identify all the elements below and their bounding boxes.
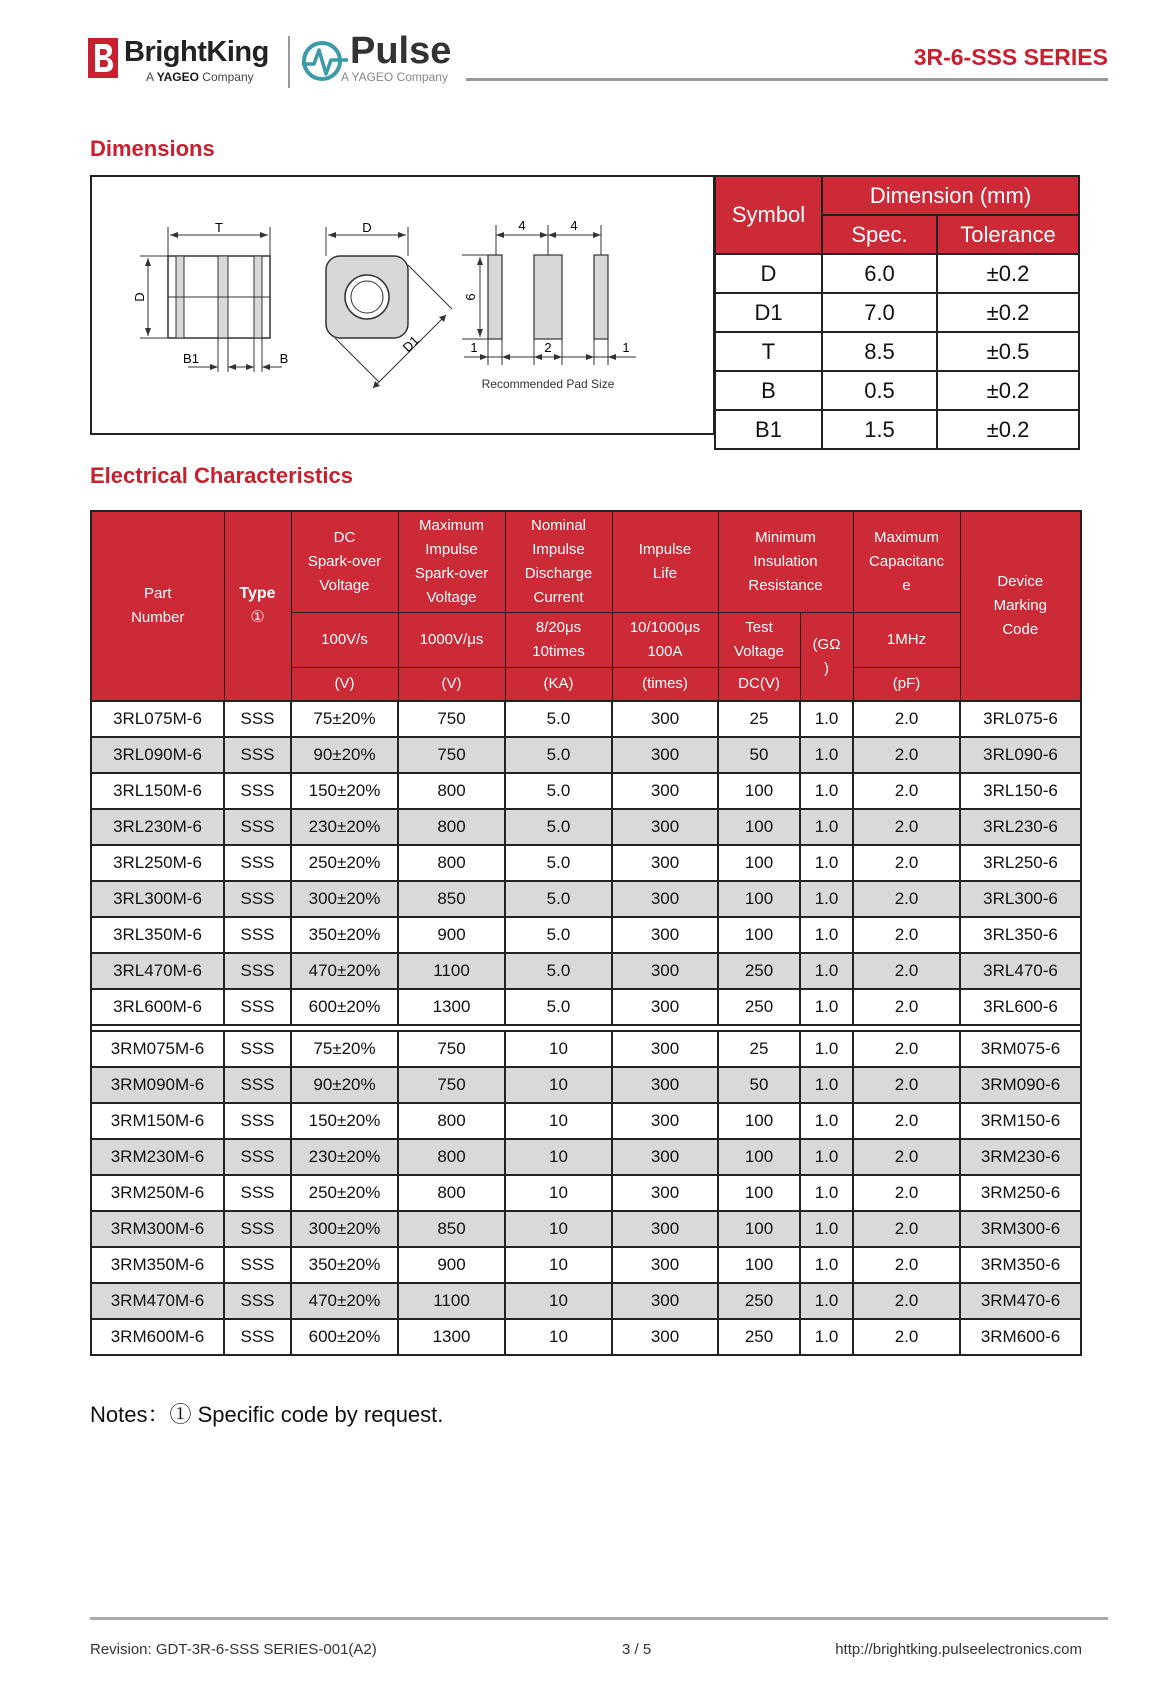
cell-tv: 100 <box>718 881 800 917</box>
cell-tv: 50 <box>718 737 800 773</box>
table-row <box>91 1319 1081 1355</box>
cell-mark: 3RL250-6 <box>960 845 1081 881</box>
cell-ins: 1.0 <box>800 881 853 917</box>
cell-life: 300 <box>612 881 718 917</box>
nominal-unit: (KA) <box>505 668 612 702</box>
cell-cap: 2.0 <box>853 773 960 809</box>
cell-imp: 1100 <box>398 1283 505 1319</box>
cell-dc: 470±20% <box>291 953 398 989</box>
cell-nom: 5.0 <box>505 881 612 917</box>
cell-ins: 1.0 <box>800 845 853 881</box>
dimension-cell-tol: ±0.2 <box>937 371 1079 410</box>
cell-dc: 75±20% <box>291 701 398 737</box>
cell-dc: 150±20% <box>291 1103 398 1139</box>
cell-nom: 10 <box>505 1139 612 1175</box>
dimension-row <box>715 371 1079 410</box>
cell-nom: 10 <box>505 1067 612 1103</box>
dimensions-title: Dimensions <box>90 136 215 161</box>
test-voltage-unit: DC(V) <box>718 668 800 702</box>
cell-nom: 10 <box>505 1031 612 1067</box>
cell-tv: 250 <box>718 1283 800 1319</box>
cell-life: 300 <box>612 1103 718 1139</box>
cell-mark: 3RM470-6 <box>960 1283 1081 1319</box>
cell-part: 3RM300M-6 <box>91 1211 224 1247</box>
dc-spark-header: DC Spark-over Voltage <box>291 511 398 613</box>
cell-type: SSS <box>224 881 291 917</box>
cell-ins: 1.0 <box>800 737 853 773</box>
cell-ins: 1.0 <box>800 809 853 845</box>
cell-life: 300 <box>612 1139 718 1175</box>
cell-type: SSS <box>224 1175 291 1211</box>
cell-part: 3RM230M-6 <box>91 1139 224 1175</box>
cell-tv: 250 <box>718 989 800 1025</box>
cell-part: 3RL350M-6 <box>91 917 224 953</box>
cell-ins: 1.0 <box>800 1247 853 1283</box>
dc-spark-unit: (V) <box>291 668 398 702</box>
cell-cap: 2.0 <box>853 701 960 737</box>
cell-ins: 1.0 <box>800 1175 853 1211</box>
cell-type: SSS <box>224 953 291 989</box>
footer-revision: Revision: GDT-3R-6-SSS SERIES-001(A2) <box>90 1641 377 1658</box>
cell-type: SSS <box>224 917 291 953</box>
dimension-cell-tol: ±0.2 <box>937 410 1079 449</box>
cell-life: 300 <box>612 1283 718 1319</box>
table-row <box>91 989 1081 1025</box>
cell-cap: 2.0 <box>853 809 960 845</box>
pad-label-6: 6 <box>463 293 478 301</box>
cell-nom: 5.0 <box>505 737 612 773</box>
cell-life: 300 <box>612 737 718 773</box>
notes: Notes：① Specific code by request. <box>90 1402 444 1427</box>
cell-imp: 850 <box>398 1211 505 1247</box>
cell-imp: 1300 <box>398 989 505 1025</box>
max-impulse-unit: (V) <box>398 668 505 702</box>
footer-page-number: 3 / 5 <box>622 1641 652 1658</box>
cell-type: SSS <box>224 989 291 1025</box>
cell-dc: 350±20% <box>291 1247 398 1283</box>
cell-imp: 750 <box>398 737 505 773</box>
cell-dc: 250±20% <box>291 1175 398 1211</box>
cell-type: SSS <box>224 845 291 881</box>
dimension-cell-symbol: T <box>715 332 822 371</box>
cell-tv: 100 <box>718 845 800 881</box>
cell-mark: 3RL350-6 <box>960 917 1081 953</box>
cell-cap: 2.0 <box>853 1175 960 1211</box>
cell-mark: 3RL090-6 <box>960 737 1081 773</box>
footer-url: http://brightking.pulseelectronics.com <box>835 1641 1082 1658</box>
cell-type: SSS <box>224 809 291 845</box>
dimension-row <box>715 293 1079 332</box>
cell-part: 3RM150M-6 <box>91 1103 224 1139</box>
cell-cap: 2.0 <box>853 1319 960 1355</box>
cell-imp: 800 <box>398 773 505 809</box>
table-row <box>91 1247 1081 1283</box>
cell-imp: 850 <box>398 881 505 917</box>
cell-life: 300 <box>612 1319 718 1355</box>
table-row <box>91 1139 1081 1175</box>
cell-part: 3RL075M-6 <box>91 701 224 737</box>
cell-dc: 600±20% <box>291 1319 398 1355</box>
label-d-side: D <box>132 292 147 302</box>
dimension-drawing-svg <box>92 177 713 433</box>
cell-life: 300 <box>612 773 718 809</box>
cell-nom: 5.0 <box>505 917 612 953</box>
cell-type: SSS <box>224 1031 291 1067</box>
header-rule <box>466 78 1108 81</box>
pad-label-1b: 1 <box>622 340 630 355</box>
cell-part: 3RL600M-6 <box>91 989 224 1025</box>
cell-dc: 150±20% <box>291 773 398 809</box>
cell-nom: 5.0 <box>505 701 612 737</box>
cell-tv: 100 <box>718 809 800 845</box>
cell-cap: 2.0 <box>853 1031 960 1067</box>
cell-type: SSS <box>224 701 291 737</box>
cell-dc: 75±20% <box>291 1031 398 1067</box>
cell-mark: 3RL300-6 <box>960 881 1081 917</box>
type-note-icon: ① <box>250 609 265 626</box>
brand2-name: Pulse <box>350 30 452 72</box>
marking-header: Device Marking Code <box>960 511 1081 701</box>
label-d1: D1 <box>399 332 422 355</box>
cell-cap: 2.0 <box>853 881 960 917</box>
cell-nom: 10 <box>505 1247 612 1283</box>
cell-nom: 10 <box>505 1175 612 1211</box>
cell-part: 3RM075M-6 <box>91 1031 224 1067</box>
spec-header: Spec. <box>822 215 937 254</box>
cell-cap: 2.0 <box>853 1283 960 1319</box>
cell-mark: 3RM350-6 <box>960 1247 1081 1283</box>
cell-ins: 1.0 <box>800 1283 853 1319</box>
cell-part: 3RM350M-6 <box>91 1247 224 1283</box>
label-b: B <box>279 351 289 366</box>
cell-ins: 1.0 <box>800 1067 853 1103</box>
cell-mark: 3RM230-6 <box>960 1139 1081 1175</box>
dimension-table <box>714 175 1080 450</box>
cell-type: SSS <box>224 1211 291 1247</box>
cell-part: 3RM250M-6 <box>91 1175 224 1211</box>
cell-cap: 2.0 <box>853 917 960 953</box>
dimension-row <box>715 410 1079 449</box>
cell-part: 3RL090M-6 <box>91 737 224 773</box>
cell-imp: 800 <box>398 1139 505 1175</box>
cell-ins: 1.0 <box>800 1211 853 1247</box>
pad-caption: Recommended Pad Size <box>481 377 615 391</box>
cell-imp: 1300 <box>398 1319 505 1355</box>
cell-ins: 1.0 <box>800 1319 853 1355</box>
table-row <box>91 773 1081 809</box>
cell-life: 300 <box>612 809 718 845</box>
dimension-cell-tol: ±0.2 <box>937 254 1079 293</box>
cell-mark: 3RM090-6 <box>960 1067 1081 1103</box>
table-row <box>91 737 1081 773</box>
pad-label-1a: 1 <box>470 340 478 355</box>
cell-life: 300 <box>612 1031 718 1067</box>
max-capacitance-cond: 1MHz <box>853 613 960 668</box>
table-row <box>91 701 1081 737</box>
dimension-cell-spec: 0.5 <box>822 371 937 410</box>
cell-dc: 600±20% <box>291 989 398 1025</box>
dimension-cell-symbol: B <box>715 371 822 410</box>
max-capacitance-header: Maximum Capacitanc e <box>853 511 960 613</box>
cell-tv: 100 <box>718 1175 800 1211</box>
cell-type: SSS <box>224 773 291 809</box>
cell-ins: 1.0 <box>800 953 853 989</box>
cell-type: SSS <box>224 1103 291 1139</box>
dimension-cell-tol: ±0.2 <box>937 293 1079 332</box>
cell-dc: 300±20% <box>291 1211 398 1247</box>
cell-type: SSS <box>224 1067 291 1103</box>
test-voltage-header: Test Voltage <box>718 613 800 668</box>
brand1-name: BrightKing <box>124 36 269 68</box>
cell-dc: 230±20% <box>291 809 398 845</box>
part-number-header: Part Number <box>91 511 224 701</box>
label-d: D <box>362 220 372 235</box>
dimension-cell-symbol: D1 <box>715 293 822 332</box>
dimension-cell-spec: 7.0 <box>822 293 937 332</box>
impulse-life-cond: 10/1000μs 100A <box>612 613 718 668</box>
pad-label-4b: 4 <box>570 218 578 233</box>
cell-ins: 1.0 <box>800 1139 853 1175</box>
cell-nom: 10 <box>505 1319 612 1355</box>
cell-dc: 350±20% <box>291 917 398 953</box>
cell-life: 300 <box>612 989 718 1025</box>
cell-tv: 100 <box>718 917 800 953</box>
cell-tv: 25 <box>718 1031 800 1067</box>
type-header: Type ① <box>224 511 291 701</box>
cell-part: 3RM470M-6 <box>91 1283 224 1319</box>
cell-imp: 900 <box>398 917 505 953</box>
pad-label-2: 2 <box>544 340 552 355</box>
cell-ins: 1.0 <box>800 917 853 953</box>
table-row <box>91 809 1081 845</box>
cell-life: 300 <box>612 701 718 737</box>
cell-nom: 5.0 <box>505 845 612 881</box>
cell-nom: 10 <box>505 1283 612 1319</box>
cell-tv: 25 <box>718 701 800 737</box>
dimension-cell-spec: 6.0 <box>822 254 937 293</box>
cell-imp: 800 <box>398 809 505 845</box>
cell-mark: 3RM250-6 <box>960 1175 1081 1211</box>
cell-type: SSS <box>224 1319 291 1355</box>
cell-imp: 750 <box>398 1067 505 1103</box>
cell-dc: 300±20% <box>291 881 398 917</box>
label-t: T <box>215 220 223 235</box>
cell-type: SSS <box>224 737 291 773</box>
cell-ins: 1.0 <box>800 989 853 1025</box>
cell-dc: 90±20% <box>291 737 398 773</box>
nominal-header: Nominal Impulse Discharge Current <box>505 511 612 613</box>
dimension-cell-spec: 1.5 <box>822 410 937 449</box>
table-row <box>91 1283 1081 1319</box>
dc-spark-cond: 100V/s <box>291 613 398 668</box>
cell-mark: 3RM150-6 <box>960 1103 1081 1139</box>
cell-nom: 5.0 <box>505 989 612 1025</box>
cell-nom: 5.0 <box>505 953 612 989</box>
label-b1: B1 <box>183 351 199 366</box>
logo-divider <box>288 36 290 88</box>
brand1-subtitle: A YAGEO Company <box>146 70 254 84</box>
dimension-cell-spec: 8.5 <box>822 332 937 371</box>
electrical-table <box>90 510 1082 1356</box>
cell-life: 300 <box>612 917 718 953</box>
dimension-row <box>715 332 1079 371</box>
min-insulation-header: Minimum Insulation Resistance <box>718 511 853 613</box>
cell-type: SSS <box>224 1283 291 1319</box>
cell-part: 3RL150M-6 <box>91 773 224 809</box>
cell-mark: 3RM300-6 <box>960 1211 1081 1247</box>
cell-cap: 2.0 <box>853 1247 960 1283</box>
cell-cap: 2.0 <box>853 1139 960 1175</box>
cell-part: 3RL470M-6 <box>91 953 224 989</box>
cell-mark: 3RL470-6 <box>960 953 1081 989</box>
cell-life: 300 <box>612 1067 718 1103</box>
cell-mark: 3RL075-6 <box>960 701 1081 737</box>
table-row <box>91 1103 1081 1139</box>
cell-imp: 800 <box>398 1175 505 1211</box>
cell-cap: 2.0 <box>853 1103 960 1139</box>
cell-life: 300 <box>612 1211 718 1247</box>
cell-tv: 100 <box>718 1211 800 1247</box>
impulse-life-unit: (times) <box>612 668 718 702</box>
cell-imp: 800 <box>398 845 505 881</box>
table-row <box>91 953 1081 989</box>
cell-cap: 2.0 <box>853 1067 960 1103</box>
cell-mark: 3RM075-6 <box>960 1031 1081 1067</box>
cell-tv: 250 <box>718 953 800 989</box>
nominal-cond: 8/20μs 10times <box>505 613 612 668</box>
cell-cap: 2.0 <box>853 845 960 881</box>
dimension-row <box>715 254 1079 293</box>
dimension-cell-symbol: D <box>715 254 822 293</box>
footer-rule <box>90 1617 1108 1620</box>
cell-imp: 1100 <box>398 953 505 989</box>
cell-dc: 470±20% <box>291 1283 398 1319</box>
cell-imp: 750 <box>398 1031 505 1067</box>
table-row <box>91 1031 1081 1067</box>
cell-ins: 1.0 <box>800 701 853 737</box>
cell-life: 300 <box>612 1247 718 1283</box>
cell-ins: 1.0 <box>800 1031 853 1067</box>
table-row <box>91 1175 1081 1211</box>
cell-part: 3RL230M-6 <box>91 809 224 845</box>
cell-part: 3RM090M-6 <box>91 1067 224 1103</box>
cell-part: 3RM600M-6 <box>91 1319 224 1355</box>
cell-tv: 50 <box>718 1067 800 1103</box>
cell-nom: 10 <box>505 1103 612 1139</box>
table-row <box>91 881 1081 917</box>
series-title: 3R-6-SSS SERIES <box>913 44 1108 70</box>
dimension-cell-tol: ±0.5 <box>937 332 1079 371</box>
table-row <box>91 845 1081 881</box>
cell-part: 3RL250M-6 <box>91 845 224 881</box>
table-row <box>91 917 1081 953</box>
cell-mark: 3RL230-6 <box>960 809 1081 845</box>
cell-tv: 100 <box>718 1247 800 1283</box>
cell-tv: 250 <box>718 1319 800 1355</box>
cell-tv: 100 <box>718 773 800 809</box>
cell-mark: 3RL600-6 <box>960 989 1081 1025</box>
cell-imp: 900 <box>398 1247 505 1283</box>
cell-dc: 230±20% <box>291 1139 398 1175</box>
brightking-logo-icon <box>88 38 118 78</box>
cell-life: 300 <box>612 845 718 881</box>
cell-cap: 2.0 <box>853 1211 960 1247</box>
max-impulse-header: Maximum Impulse Spark-over Voltage <box>398 511 505 613</box>
max-capacitance-unit: (pF) <box>853 668 960 702</box>
cell-dc: 90±20% <box>291 1067 398 1103</box>
cell-imp: 800 <box>398 1103 505 1139</box>
cell-cap: 2.0 <box>853 989 960 1025</box>
electrical-title: Electrical Characteristics <box>90 463 353 488</box>
tolerance-header: Tolerance <box>937 215 1079 254</box>
cell-nom: 5.0 <box>505 773 612 809</box>
max-impulse-cond: 1000V/μs <box>398 613 505 668</box>
impulse-life-header: Impulse Life <box>612 511 718 613</box>
cell-dc: 250±20% <box>291 845 398 881</box>
pad-label-4a: 4 <box>518 218 526 233</box>
cell-life: 300 <box>612 1175 718 1211</box>
cell-cap: 2.0 <box>853 953 960 989</box>
cell-cap: 2.0 <box>853 737 960 773</box>
cell-nom: 5.0 <box>505 809 612 845</box>
cell-nom: 10 <box>505 1211 612 1247</box>
cell-ins: 1.0 <box>800 773 853 809</box>
symbol-header: Symbol <box>715 176 822 254</box>
cell-tv: 100 <box>718 1139 800 1175</box>
cell-mark: 3RM600-6 <box>960 1319 1081 1355</box>
cell-mark: 3RL150-6 <box>960 773 1081 809</box>
cell-type: SSS <box>224 1247 291 1283</box>
gohm-unit: (GΩ ) <box>800 613 853 702</box>
cell-imp: 750 <box>398 701 505 737</box>
dimension-drawing <box>90 175 715 435</box>
table-row <box>91 1067 1081 1103</box>
table-row <box>91 1211 1081 1247</box>
dimension-header: Dimension (mm) <box>822 176 1079 215</box>
cell-ins: 1.0 <box>800 1103 853 1139</box>
dimension-cell-symbol: B1 <box>715 410 822 449</box>
cell-tv: 100 <box>718 1103 800 1139</box>
cell-life: 300 <box>612 953 718 989</box>
brand2-subtitle: A YAGEO Company <box>341 70 448 84</box>
cell-part: 3RL300M-6 <box>91 881 224 917</box>
cell-type: SSS <box>224 1139 291 1175</box>
